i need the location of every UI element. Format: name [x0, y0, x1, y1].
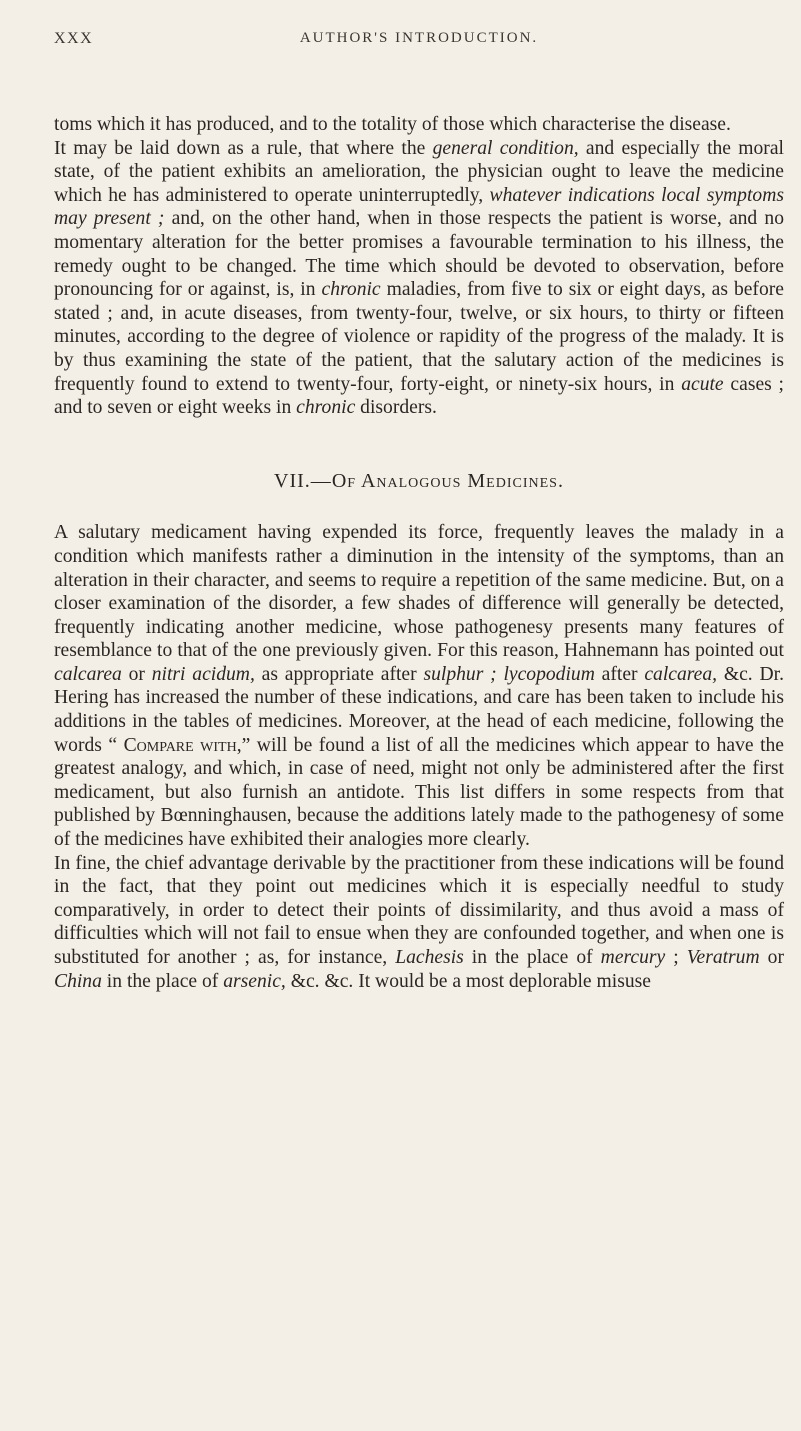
book-page	[54, 30, 784, 993]
running-head	[54, 30, 784, 58]
paragraph	[54, 137, 784, 420]
text-run: and, on the other hand, when in those respects the patient is worse, and no momentary alteration for the better promises a favourable termination to his illness, the remedy ought to be changed. The time which should be devoted to observation, before pronouncing for or against, is, in	[54, 208, 784, 301]
text-run: ” will be found a list of all the medicines which appear to have the greatest analogy, and which, in case of need, might not only be administered after the first medicament, but also furnish an antidote. This list differs in some respects from that published by Bœnninghausen, because the additions lately made to the pathogenesy of some of the medicines have exhibited their analogies more clearly.	[54, 734, 785, 851]
paragraph	[54, 521, 784, 851]
text-run: or	[759, 947, 784, 968]
text-run: in the place of	[101, 970, 224, 992]
section-title: Of Analogous Medicines.	[331, 469, 564, 492]
italic-text: general condition,	[432, 137, 579, 159]
section-number: VII.—	[274, 469, 332, 492]
text-run: toms which it has produced, and to the totality of those which characterise the disease.	[54, 114, 731, 135]
text-run: or	[121, 663, 152, 685]
text-run: It may be laid down as a rule, that where the	[54, 137, 433, 159]
running-title: AUTHOR'S INTRODUCTION.	[299, 30, 539, 46]
body-text	[54, 113, 784, 993]
text-run: A salutary medicament having expended its force, frequently leaves the malady in a condition which manifests rather a diminution in the intensity of the symptoms, than an alteration in their character, and seems to require a repetition of the same medicine. But, on a closer examination of the disorder, a few shades of difference will generally be detected, frequently indicating another medicine, whose pathogenesy presents many features of resemblance to that of the one previously given. For this reason, Hahnemann has pointed out	[54, 522, 784, 662]
text-run: as appropriate after	[254, 663, 424, 685]
italic-text: acute	[681, 373, 724, 395]
text-run: disorders.	[355, 397, 437, 419]
italic-text: Lachesis	[395, 947, 464, 968]
italic-text: arsenic,	[223, 970, 286, 992]
italic-text: chronic	[296, 397, 356, 419]
section-heading	[54, 470, 784, 494]
text-run: and especially the moral state, of the patient exhibits an amelioration, the physician ought to leave the medicine which he has administered to operate uninterruptedly,	[54, 137, 784, 206]
text-run: &c. Dr. Hering has increased the number of these indications, and care has been taken to include his additions in the tables of medicines. Moreover, at the head of each medicine, following the words “	[54, 663, 784, 756]
italic-text: mercury	[600, 947, 666, 968]
italic-text: sulphur ; lycopodium	[423, 663, 595, 685]
small-caps-text: Compare with,	[123, 734, 242, 756]
text-run: In fine, the chief advantage derivable by the practitioner from these indications will be found in the fact, that they point out medicines which it is especially needful to study comparatively, in order to detect their points of dissimilarity, and thus avoid a mass of difficulties which will not fail to ensue when they are confounded together, and when one is substituted for another ; as, for instance,	[54, 852, 784, 968]
text-run: cases ; and to seven or eight weeks in	[54, 373, 784, 419]
page-number: XXX	[54, 30, 94, 47]
text-run: maladies, from five to six or eight days, as before stated ; and, in acute diseases, from twenty-four, twelve, or six hours, to thirty or fifteen minutes, according to the degree of violence or rapidity of the progress of the malady. It is by thus examining the state of the patient, that the salutary action of the medicines is frequently found to extend to twenty-four, forty-eight, or ninety-six hours, in	[54, 279, 784, 395]
italic-text: calcarea,	[644, 663, 718, 685]
paragraphs-bottom	[54, 521, 784, 993]
italic-text: nitri acidum,	[151, 663, 255, 685]
text-run: ;	[665, 947, 687, 968]
italic-text: calcarea	[54, 663, 122, 685]
italic-text: whatever indications local symptoms may present ;	[54, 184, 784, 230]
paragraphs-top	[54, 113, 784, 420]
italic-text: China	[54, 970, 102, 992]
text-run: after	[594, 663, 645, 685]
italic-text: chronic	[321, 279, 381, 301]
text-run: &c. &c. It would be a most deplorable misuse	[285, 970, 651, 992]
text-run: in the place of	[463, 947, 601, 968]
paragraph	[54, 113, 784, 137]
italic-text: Veratrum	[686, 947, 760, 968]
paragraph	[54, 852, 784, 994]
